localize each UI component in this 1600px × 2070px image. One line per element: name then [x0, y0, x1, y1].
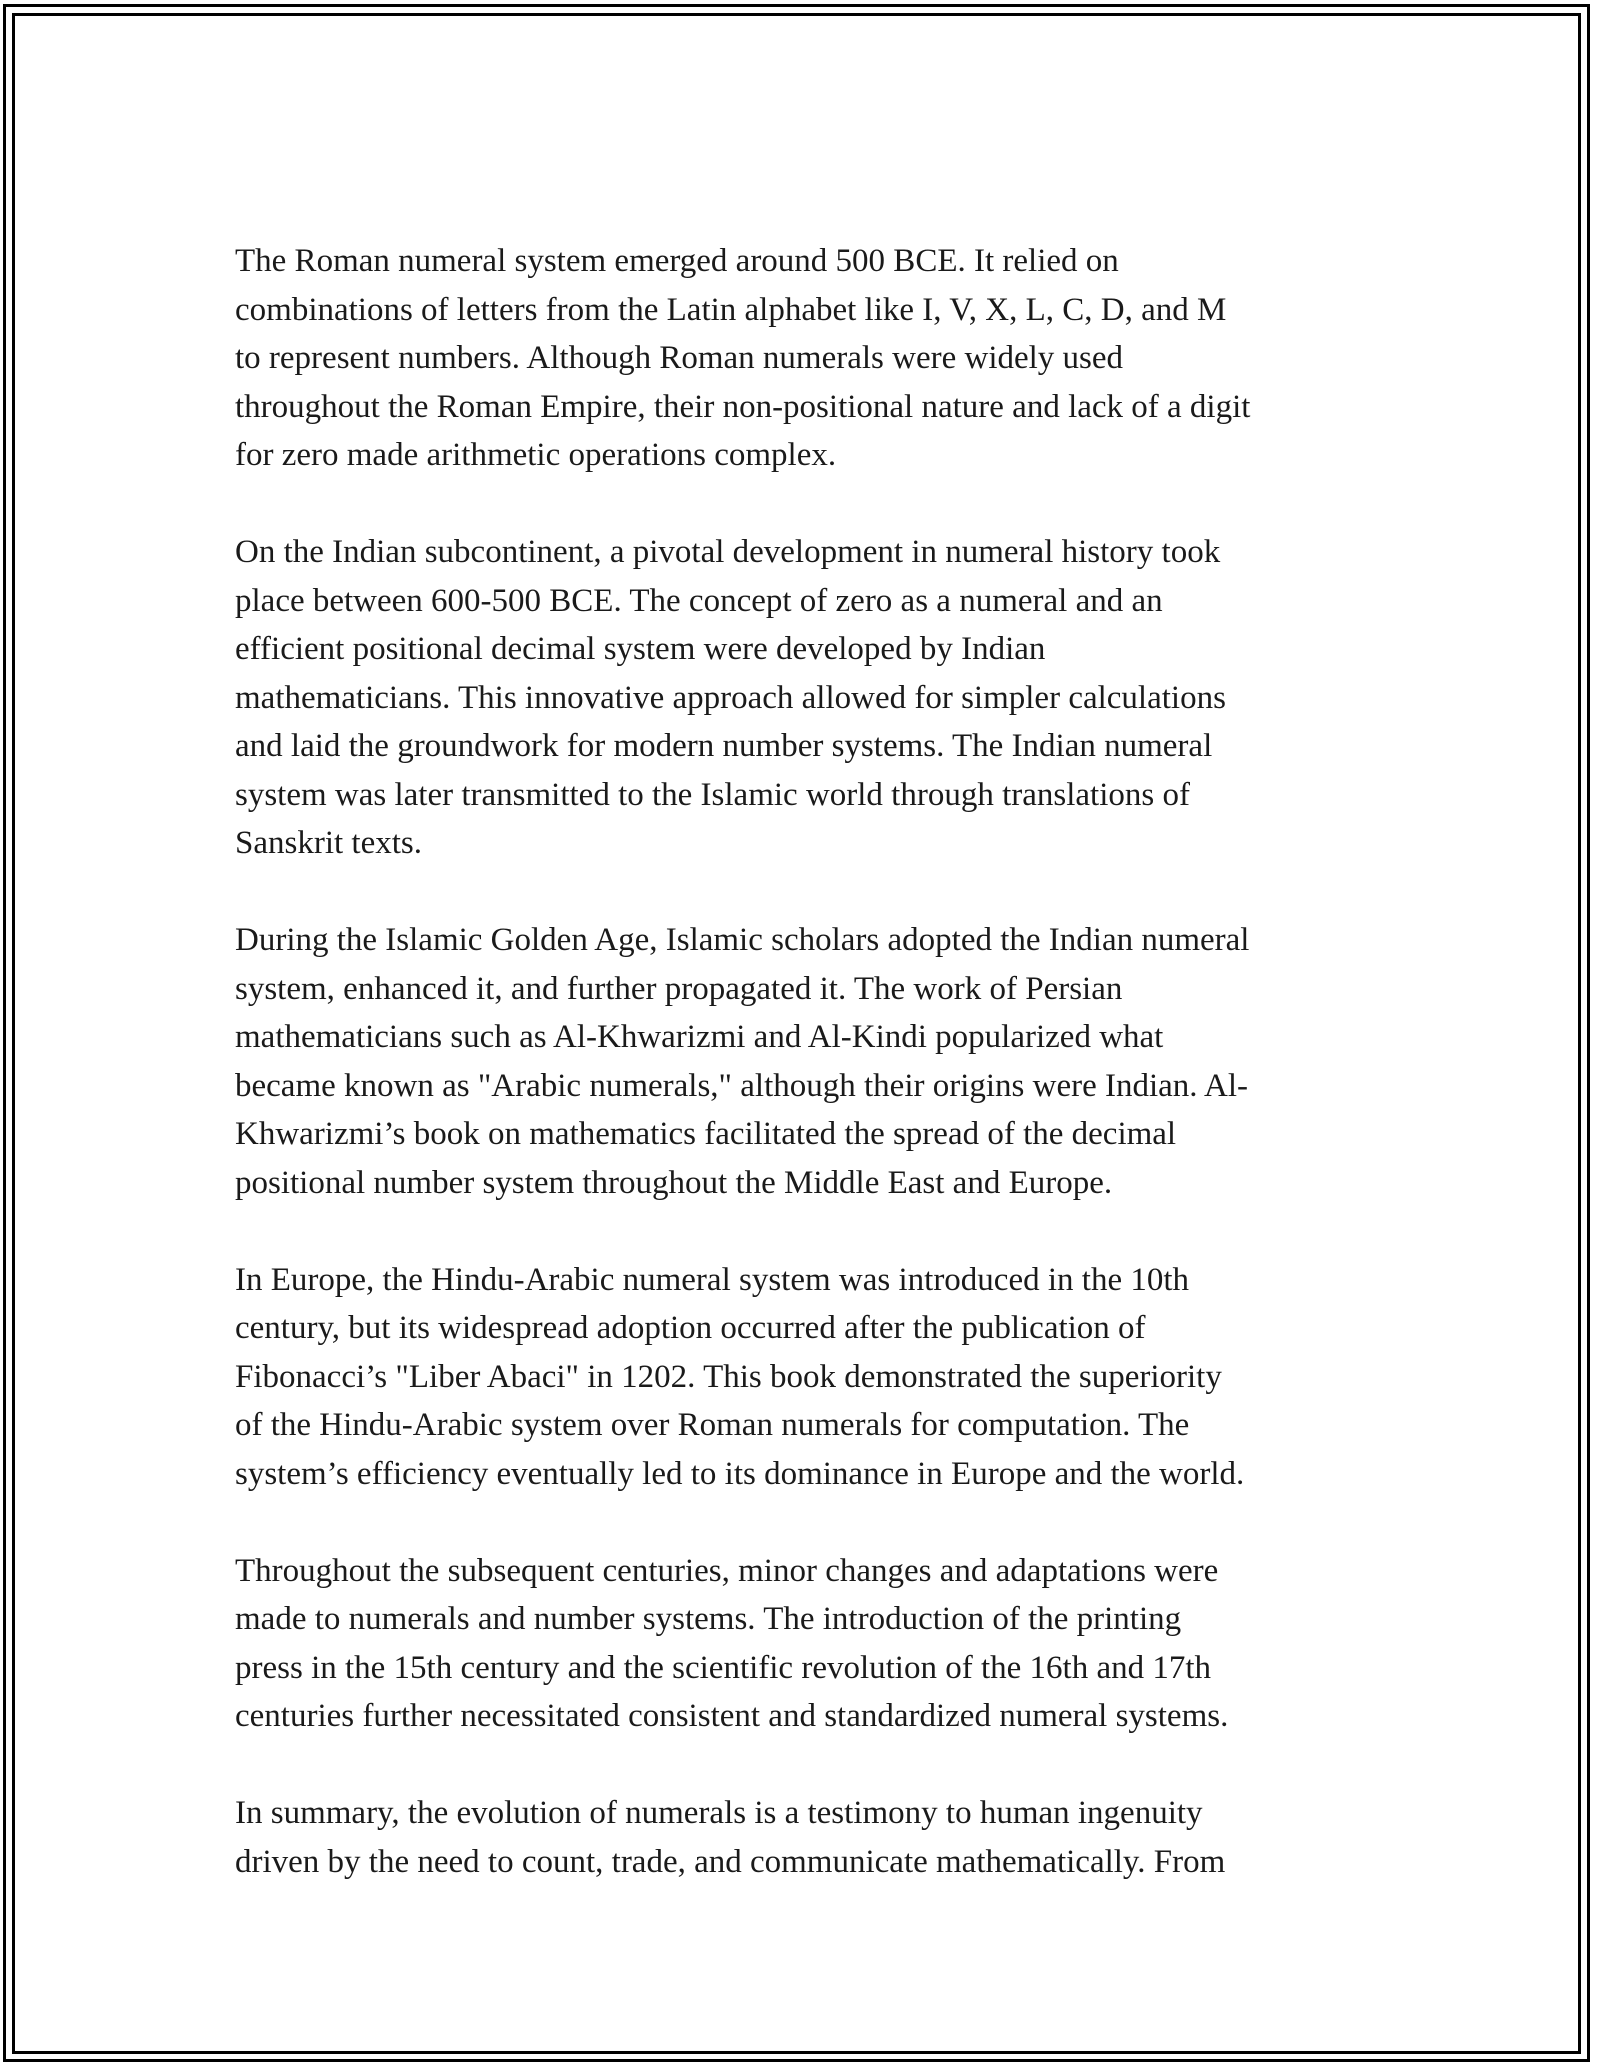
text-line: Sanskrit texts. — [235, 825, 422, 861]
text-line: mathematicians. This innovative approach allowed for simpler calculations — [235, 679, 1226, 716]
paragraph-indian-subcontinent — [235, 528, 1385, 868]
text-line: for zero made arithmetic operations complex. — [235, 437, 837, 473]
text-line: In summary, the evolution of numerals is a testimony to human ingenuity — [235, 1795, 1203, 1831]
paragraph-summary — [235, 1789, 1385, 1886]
text-line: press in the 15th century and the scientific revolution of the 16th and 17th — [235, 1649, 1212, 1686]
text-line: combinations of letters from the Latin alphabet like I, V, X, L, C, D, and M — [235, 291, 1227, 328]
paragraph-roman-numerals — [235, 237, 1385, 480]
text-line: positional number system throughout the Middle East and Europe. — [235, 1164, 1113, 1201]
text-line: of the Hindu-Arabic system over Roman numerals for computation. The — [235, 1407, 1190, 1443]
text-line: Fibonacci’s "Liber Abaci" in 1202. This book demonstrated the superiority — [235, 1358, 1222, 1395]
text-line: place between 600-500 BCE. The concept of zero as a numeral and an — [235, 582, 1163, 619]
text-line: In Europe, the Hindu-Arabic numeral system was introduced in the 10th — [235, 1261, 1190, 1298]
text-line: system, enhanced it, and further propagated it. The work of Persian — [235, 970, 1123, 1007]
text-line: centuries further necessitated consistent and standardized numeral systems. — [235, 1698, 1229, 1734]
text-line: driven by the need to count, trade, and communicate mathematically. From — [235, 1843, 1226, 1880]
text-line: efficient positional decimal system were developed by Indian — [235, 631, 1046, 667]
text-line: Throughout the subsequent centuries, minor changes and adaptations were — [235, 1552, 1219, 1589]
text-line: Khwarizmi’s book on mathematics facilitated the spread of the decimal — [235, 1116, 1177, 1152]
text-line: and laid the groundwork for modern number systems. The Indian numeral — [235, 728, 1213, 764]
text-line: made to numerals and number systems. The introduction of the printing — [235, 1601, 1182, 1637]
text-line: system was later transmitted to the Islamic world through translations of — [235, 776, 1190, 813]
paragraph-subsequent-centuries — [235, 1547, 1385, 1741]
text-line: During the Islamic Golden Age, Islamic scholars adopted the Indian numeral — [235, 922, 1250, 958]
paragraph-europe — [235, 1256, 1385, 1499]
text-line: to represent numbers. Although Roman numerals were widely used — [235, 340, 1124, 376]
text-line: mathematicians such as Al-Khwarizmi and Al-Kindi popularized what — [235, 1019, 1164, 1055]
text-line: became known as "Arabic numerals," although their origins were Indian. Al- — [235, 1067, 1248, 1104]
paragraph-islamic-golden-age — [235, 916, 1385, 1207]
document-body — [235, 237, 1385, 1935]
text-line: The Roman numeral system emerged around 500 BCE. It relied on — [235, 243, 1119, 279]
text-line: system’s efficiency eventually led to its dominance in Europe and the world. — [235, 1455, 1245, 1492]
text-line: throughout the Roman Empire, their non-positional nature and lack of a digit — [235, 388, 1251, 425]
text-line: On the Indian subcontinent, a pivotal development in numeral history took — [235, 534, 1221, 570]
text-line: century, but its widespread adoption occurred after the publication of — [235, 1310, 1146, 1346]
